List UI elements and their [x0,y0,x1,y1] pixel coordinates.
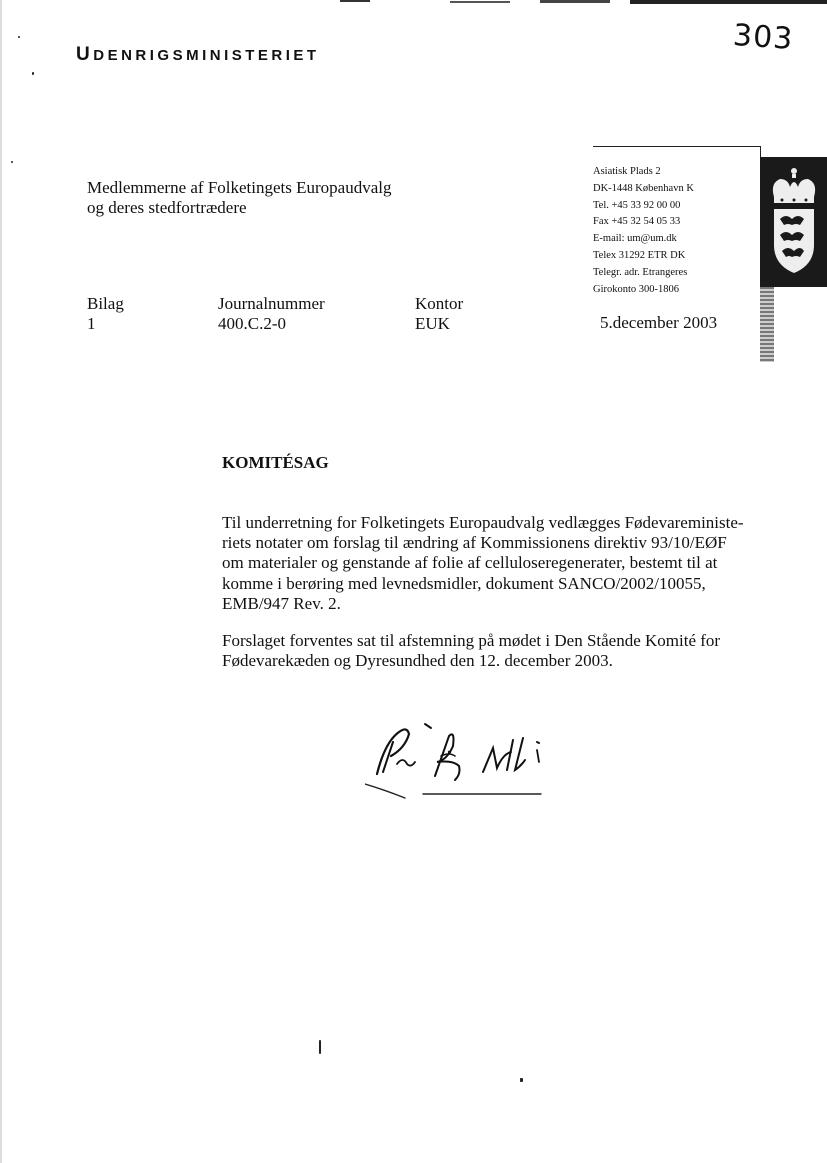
bilag-label: Bilag [87,294,124,313]
journal-value: 400.C.2-0 [218,314,286,333]
paragraph-line: Fødevarekæden og Dyresundhed den 12. december 2003. [222,651,613,671]
address-line: Telegr. adr. Etrangeres [593,266,688,278]
paragraph-2 [222,631,762,671]
recipient-line-1: Medlemmerne af Folketingets Europaudvalg [87,178,392,197]
document-heading: KOMITÉSAG [222,453,329,472]
scan-speck [18,36,20,38]
paragraph-1 [222,513,762,614]
paragraph-line: Til underretning for Folketingets Europaudvalg vedlægges Fødevareministe- [222,513,744,532]
paragraph-line: Forslaget forventes sat til afstemning på mødet i Den Stående Komité for [222,631,721,650]
address-line: E-mail: um@um.dk [593,233,677,245]
handwritten-page-number: 303 [731,17,795,58]
coat-of-arms-logo [760,157,827,287]
paragraph-line: om materialer og genstande af folie af celluloseregenerater, bestemt til at [222,553,718,573]
kontor-value: EUK [415,314,450,333]
document-date: 5.december 2003 [600,313,718,332]
address-rule [593,146,761,147]
address-line: Girokonto 300-1806 [593,283,680,295]
address-line: Fax +45 32 54 05 33 [593,216,681,228]
bilag-value: 1 [87,314,96,333]
recipient-block [87,178,392,218]
scan-left-edge [0,0,2,1163]
paragraph-line: EMB/947 Rev. 2. [222,593,341,613]
crown-and-shield-icon [760,157,827,287]
address-line: Asiatisk Plads 2 [593,166,661,177]
sender-address [593,164,694,298]
address-line: Tel. +45 33 92 00 00 [593,199,681,211]
address-line: DK-1448 København K [593,182,694,194]
scan-edge-marks [330,0,827,5]
journal-label: Journalnummer [218,294,325,313]
kontor-label: Kontor [415,294,464,313]
scan-shadow [760,287,774,362]
recipient-line-2: og deres stedfortrædere [87,198,247,217]
address-line: Telex 31292 ETR DK [593,249,686,261]
scan-speck [32,72,34,75]
scan-speck [319,1040,321,1054]
paragraph-line: komme i berøring med levnedsmidler, dokument SANCO/2002/10055, [222,573,706,593]
handwritten-signature [365,712,585,802]
scan-speck [520,1078,523,1082]
scan-speck [11,161,13,163]
paragraph-line: riets notater om forslag til ændring af Kommissionens direktiv 93/10/EØF [222,533,727,553]
ministry-name: UDENRIGSMINISTERIET [76,44,320,65]
